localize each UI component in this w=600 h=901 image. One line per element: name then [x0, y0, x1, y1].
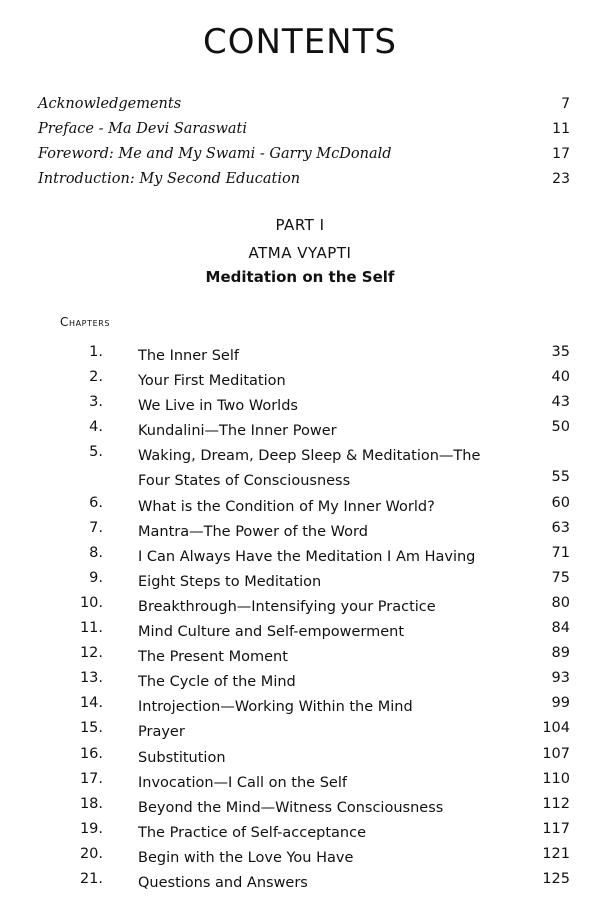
chapter-page: 117 [542, 820, 570, 837]
chapter-number: 18. [79, 795, 103, 812]
chapter-row[interactable] [60, 794, 570, 819]
chapter-row[interactable] [60, 543, 570, 568]
chapter-page: 43 [551, 394, 570, 411]
chapter-title [138, 444, 508, 494]
chapter-title-line-2: Four States of Consciousness [138, 473, 351, 490]
front-matter-label: Preface - Ma Devi Saraswati [38, 121, 247, 137]
chapter-title: Your First Meditation [138, 373, 286, 390]
chapter-number: 16. [79, 745, 103, 762]
front-matter-label: Foreword: Me and My Swami - Garry McDonald [38, 146, 392, 162]
chapter-page: 60 [551, 494, 570, 511]
front-matter-page: 11 [552, 121, 570, 137]
chapter-row[interactable] [60, 618, 570, 643]
chapter-row[interactable] [60, 744, 570, 769]
part-subtitle: Meditation on the Self [205, 268, 395, 286]
chapters-label: Chapters [60, 315, 111, 329]
front-matter-item[interactable] [38, 96, 570, 121]
chapter-number: 21. [79, 870, 103, 887]
front-matter-page: 7 [561, 96, 570, 112]
chapter-row[interactable] [60, 769, 570, 794]
chapter-number: 9. [89, 569, 103, 586]
chapter-page: 71 [551, 544, 570, 561]
chapter-page: 125 [542, 870, 570, 887]
chapter-row[interactable] [60, 718, 570, 743]
chapter-title: The Inner Self [138, 348, 239, 364]
chapter-page: 93 [551, 670, 570, 687]
chapter-row[interactable] [60, 518, 570, 543]
chapter-number: 14. [79, 695, 103, 712]
front-matter-label: Introduction: My Second Education [38, 171, 301, 187]
chapter-number: 15. [79, 720, 103, 737]
part-label: PART I [275, 216, 325, 234]
chapter-title: Invocation—I Call on the Self [138, 774, 347, 791]
chapter-row[interactable] [60, 493, 570, 518]
chapter-row[interactable] [60, 568, 570, 593]
chapter-list [60, 342, 570, 894]
chapter-row[interactable] [60, 392, 570, 417]
chapter-row[interactable] [60, 442, 570, 492]
chapter-number: 8. [89, 544, 103, 561]
chapter-row[interactable] [60, 819, 570, 844]
chapter-row[interactable] [60, 417, 570, 442]
chapter-title: Mantra—The Power of the Word [138, 523, 368, 540]
chapter-title: The Practice of Self-acceptance [138, 824, 366, 841]
chapter-page: 104 [542, 720, 570, 737]
chapter-title: What is the Condition of My Inner World? [138, 498, 435, 515]
chapter-row[interactable] [60, 693, 570, 718]
chapter-title: Begin with the Love You Have [138, 849, 354, 866]
page-title: CONTENTS [203, 22, 397, 62]
chapter-number: 3. [89, 394, 103, 411]
front-matter-page: 17 [552, 146, 570, 162]
chapter-page: 121 [542, 845, 570, 862]
chapter-page: 75 [551, 569, 570, 586]
chapter-page: 107 [542, 745, 570, 762]
chapter-page: 84 [551, 620, 570, 637]
chapter-page: 89 [551, 645, 570, 662]
chapter-title: Beyond the Mind—Witness Consciousness [138, 799, 444, 816]
chapter-title: Substitution [138, 749, 226, 766]
chapter-row[interactable] [60, 643, 570, 668]
chapter-title: Breakthrough—Intensifying your Practice [138, 598, 436, 615]
chapter-title: Prayer [138, 724, 185, 741]
chapter-title: We Live in Two Worlds [138, 398, 298, 415]
chapter-number: 19. [79, 820, 103, 837]
chapter-number: 12. [79, 645, 103, 662]
front-matter-item[interactable] [38, 171, 570, 196]
chapter-title: I Can Always Have the Meditation I Am Having [138, 548, 476, 565]
chapter-number: 11. [79, 620, 103, 637]
chapter-title: The Present Moment [138, 649, 288, 666]
chapter-number: 13. [79, 670, 103, 687]
chapter-number: 1. [89, 344, 103, 360]
chapter-number: 20. [79, 845, 103, 862]
chapter-row[interactable] [60, 869, 570, 894]
chapter-number: 7. [89, 519, 103, 536]
front-matter-label: Acknowledgements [38, 96, 182, 112]
chapter-page: 63 [551, 519, 570, 536]
chapter-page: 55 [551, 469, 570, 486]
chapter-page: 50 [551, 419, 570, 436]
front-matter-page: 23 [552, 171, 570, 187]
chapter-number: 6. [89, 494, 103, 511]
front-matter-item[interactable] [38, 146, 570, 171]
chapter-number: 5. [89, 444, 103, 461]
chapter-number: 10. [79, 594, 103, 611]
chapter-page: 110 [542, 770, 570, 787]
chapter-number: 4. [89, 419, 103, 436]
chapter-title: Introjection—Working Within the Mind [138, 699, 413, 716]
chapter-row[interactable] [60, 342, 570, 367]
chapter-page: 112 [542, 795, 570, 812]
chapter-row[interactable] [60, 593, 570, 618]
chapter-page: 99 [551, 695, 570, 712]
chapter-page: 80 [551, 594, 570, 611]
chapter-number: 17. [79, 770, 103, 787]
chapter-title: Eight Steps to Meditation [138, 573, 322, 590]
chapter-page: 40 [551, 369, 570, 386]
chapter-row[interactable] [60, 367, 570, 392]
chapter-title: The Cycle of the Mind [138, 674, 296, 691]
part-name: ATMA VYAPTI [248, 244, 352, 262]
chapter-row[interactable] [60, 844, 570, 869]
front-matter-list [38, 96, 570, 196]
chapter-row[interactable] [60, 668, 570, 693]
chapter-title: Mind Culture and Self-empowerment [138, 624, 405, 641]
front-matter-item[interactable] [38, 121, 570, 146]
chapter-title-line-1: Waking, Dream, Deep Sleep & Meditation—The [138, 448, 481, 465]
chapter-number: 2. [89, 369, 103, 386]
chapter-title: Kundalini—The Inner Power [138, 423, 337, 440]
chapter-page: 35 [551, 344, 570, 360]
chapter-title: Questions and Answers [138, 874, 308, 891]
